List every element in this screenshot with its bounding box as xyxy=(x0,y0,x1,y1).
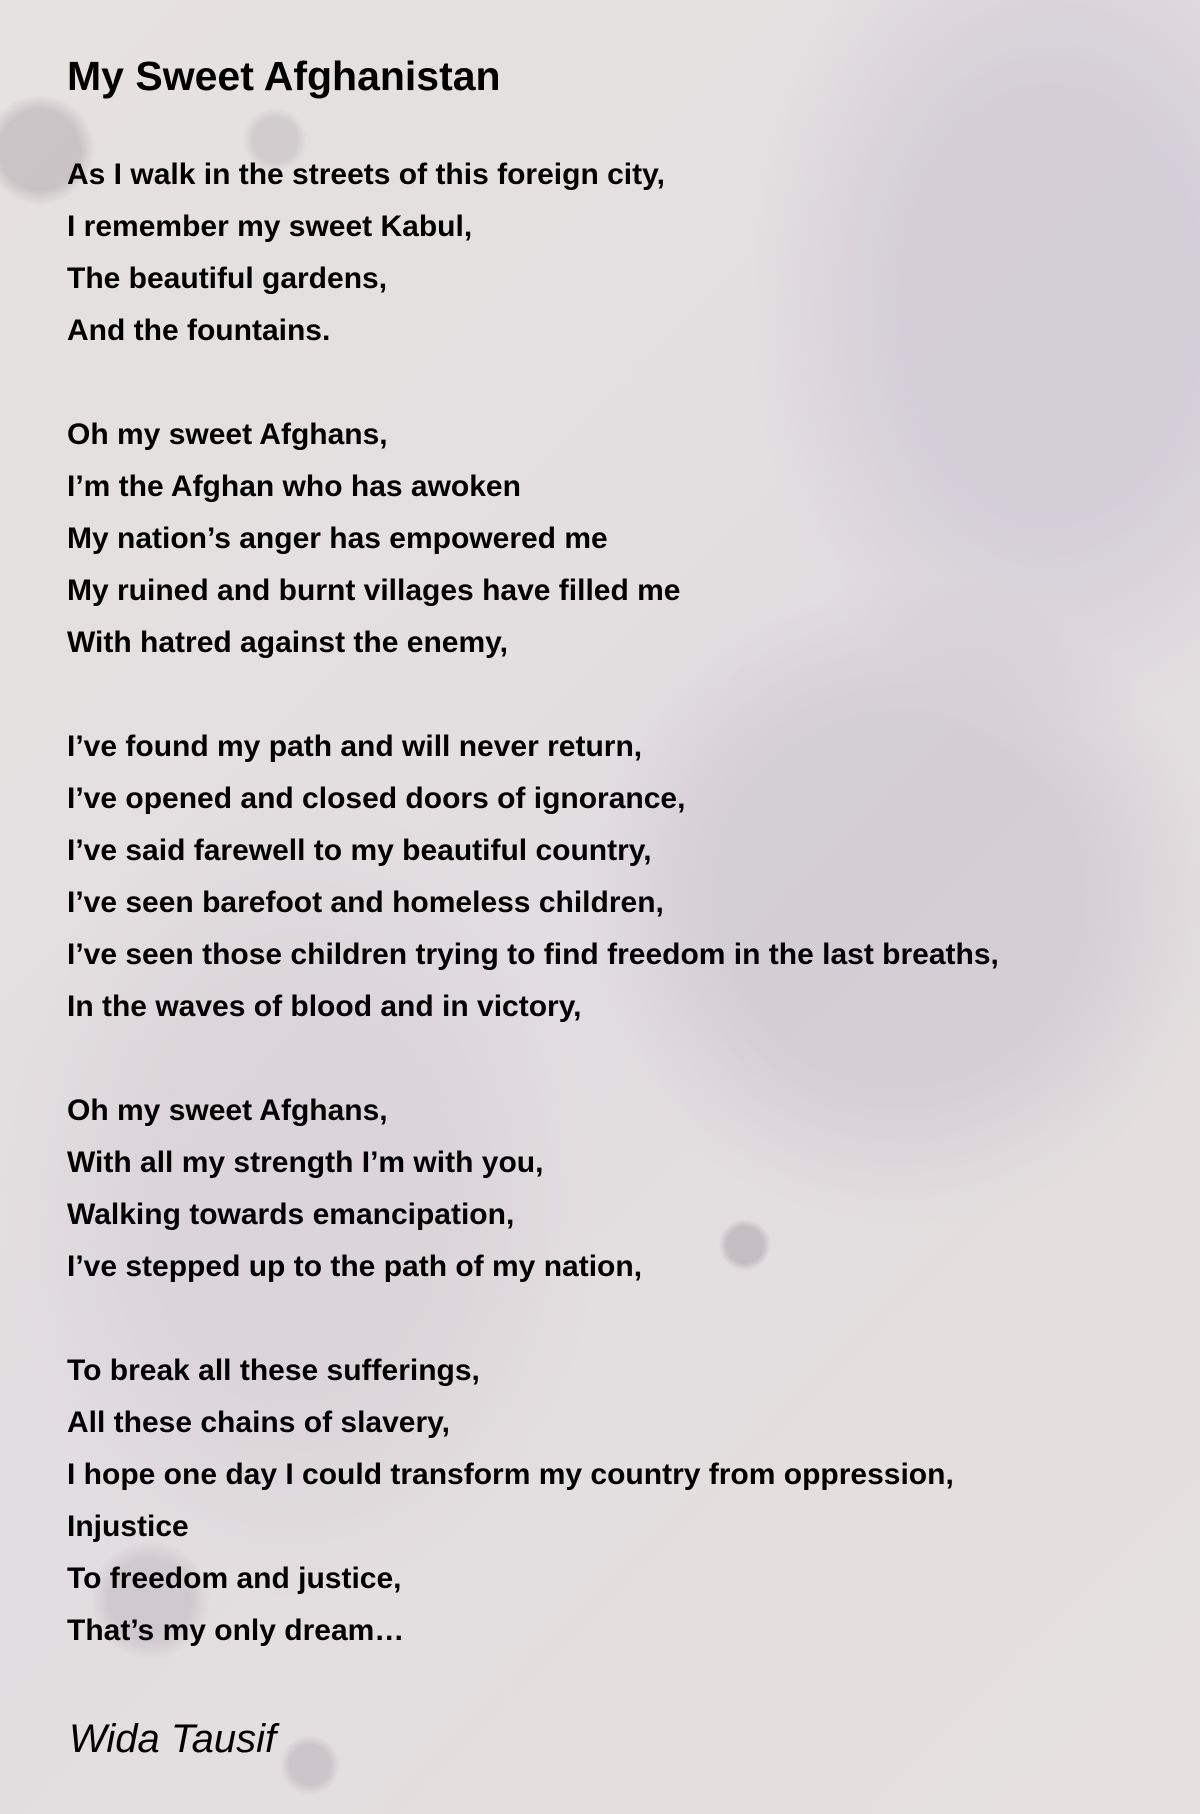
poem-line: I hope one day I could transform my country from oppression, xyxy=(67,1458,954,1491)
poem-author: Wida Tausif xyxy=(69,1717,277,1761)
poem-line: Oh my sweet Afghans, xyxy=(67,418,388,451)
poem-line: My nation’s anger has empowered me xyxy=(67,522,608,555)
poem-line: And the fountains. xyxy=(67,314,331,347)
stanza-break xyxy=(67,1033,999,1085)
poem-line: I’ve seen those children trying to find freedom in the last breaths, xyxy=(67,938,999,971)
poem-line: As I walk in the streets of this foreign city, xyxy=(67,158,665,191)
poem-line: With all my strength I’m with you, xyxy=(67,1146,544,1179)
poem-line: I’ve stepped up to the path of my nation, xyxy=(67,1250,643,1283)
stanza-break xyxy=(67,1293,999,1345)
poem-line: In the waves of blood and in victory, xyxy=(67,990,582,1023)
poem-line: I’ve found my path and will never return, xyxy=(67,730,643,763)
poem-line: Injustice xyxy=(67,1510,189,1543)
poem-line: Oh my sweet Afghans, xyxy=(67,1094,388,1127)
stanza-break xyxy=(67,669,999,721)
stanza-break xyxy=(67,357,999,409)
poem-body xyxy=(67,149,999,1657)
poem-line: I’ve said farewell to my beautiful country, xyxy=(67,834,652,867)
poem-title: My Sweet Afghanistan xyxy=(67,53,501,99)
poem-line: I’ve opened and closed doors of ignorance, xyxy=(67,782,686,815)
poem-line: I remember my sweet Kabul, xyxy=(67,210,473,243)
poem-line: Walking towards emancipation, xyxy=(67,1198,515,1231)
poem-line: The beautiful gardens, xyxy=(67,262,388,295)
poem-line: I’ve seen barefoot and homeless children, xyxy=(67,886,664,919)
poem-line: To freedom and justice, xyxy=(67,1562,402,1595)
poem-line: My ruined and burnt villages have filled me xyxy=(67,574,681,607)
poem-line: With hatred against the enemy, xyxy=(67,626,508,659)
poem-line: That’s my only dream… xyxy=(67,1614,405,1647)
poem-line: All these chains of slavery, xyxy=(67,1406,450,1439)
poem-line: To break all these sufferings, xyxy=(67,1354,480,1387)
poem-line: I’m the Afghan who has awoken xyxy=(67,470,521,503)
